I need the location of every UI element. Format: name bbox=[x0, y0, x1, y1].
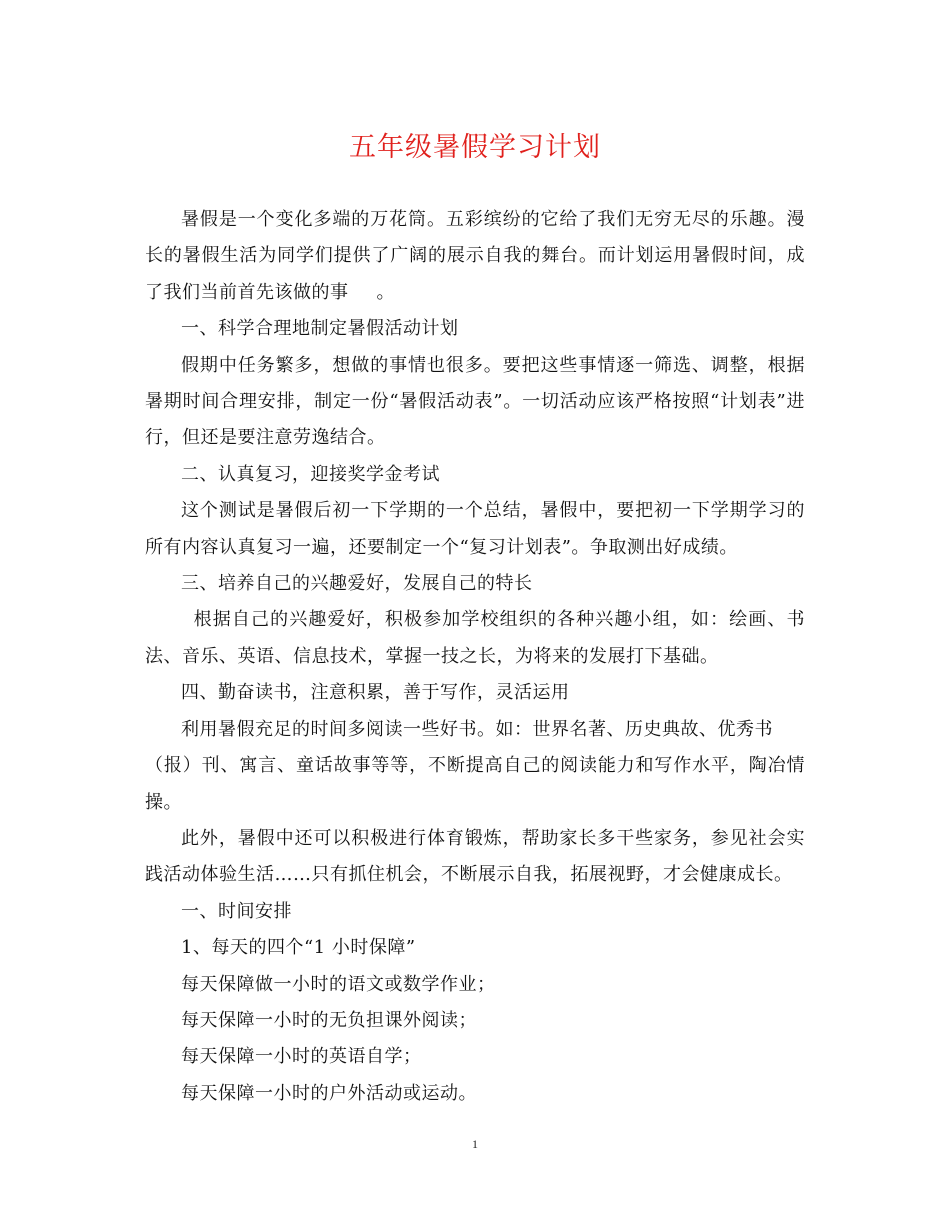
document-title: 五年级暑假学习计划 bbox=[349, 132, 601, 163]
section-heading-review: 二、认真复习，迎接奖学金考试 bbox=[181, 463, 440, 485]
list-item: 每天保障一小时的英语自学； bbox=[181, 1046, 422, 1068]
section-heading-plan: 一、科学合理地制定暑假活动计划 bbox=[181, 318, 459, 340]
paragraph-interests: 根据自己的兴趣爱好，积极参加学校组织的各种兴趣小组，如：绘画、书法、音乐、英语、信息技术，掌握一技之长，为将来的发展打下基础。 bbox=[145, 609, 805, 667]
section-heading-interests: 三、培养自己的兴趣爱好，发展自己的特长 bbox=[181, 573, 533, 595]
paragraph-extra: 此外，暑假中还可以积极进行体育锻炼，帮助家长多干些家务，参见社会实践活动体验生活……只有抓住机会，不断展示自我，拓展视野，才会健康成长。 bbox=[145, 827, 805, 886]
list-item: 每天保障一小时的户外活动或运动。 bbox=[181, 1082, 477, 1104]
paragraph-review: 这个测试是暑假后初一下学期的一个总结，暑假中，要把初一下学期学习的所有内容认真复习一遍，还要制定一个“复习计划表”。争取测出好成绩。 bbox=[145, 500, 805, 558]
list-item: 每天保障一小时的无负担课外阅读； bbox=[181, 1009, 477, 1031]
paragraph-reading-cont: （报）刊、寓言、童话故事等等，不断提高自己的阅读能力和写作水平，陶冶情操。 bbox=[145, 755, 805, 813]
section-heading-reading: 四、勤奋读书，注意积累，善于写作，灵活运用 bbox=[181, 682, 570, 704]
paragraph-plan: 假期中任务繁多，想做的事情也很多。要把这些事情逐一筛选、调整，根据暑期时间合理安排，制定一份“暑假活动表”。一切活动应该严格按照“计划表”进行，但还是要注意劳逸结合。 bbox=[145, 354, 805, 449]
section-heading-schedule: 一、时间安排 bbox=[181, 900, 292, 922]
intro-end: 。 bbox=[376, 281, 395, 303]
subheading-hour-guarantee: 1、每天的四个“1 小时保障” bbox=[181, 937, 416, 959]
intro-text: 暑假是一个变化多端的万花筒。五彩缤纷的它给了我们无穷无尽的乐趣。漫长的暑假生活为同学们提供了广阔的展示自我的舞台。而计划运用暑假时间，成了我们当前首先该做的事 bbox=[145, 209, 805, 303]
intro-paragraph bbox=[145, 202, 805, 311]
document-body bbox=[145, 202, 805, 1112]
list-item: 每天保障做一小时的语文或数学作业； bbox=[181, 973, 496, 995]
paragraph-reading-line: 利用暑假充足的时间多阅读一些好书。如：世界名著、历史典故、优秀书 bbox=[181, 718, 773, 740]
page-number: 1 bbox=[472, 1137, 478, 1151]
